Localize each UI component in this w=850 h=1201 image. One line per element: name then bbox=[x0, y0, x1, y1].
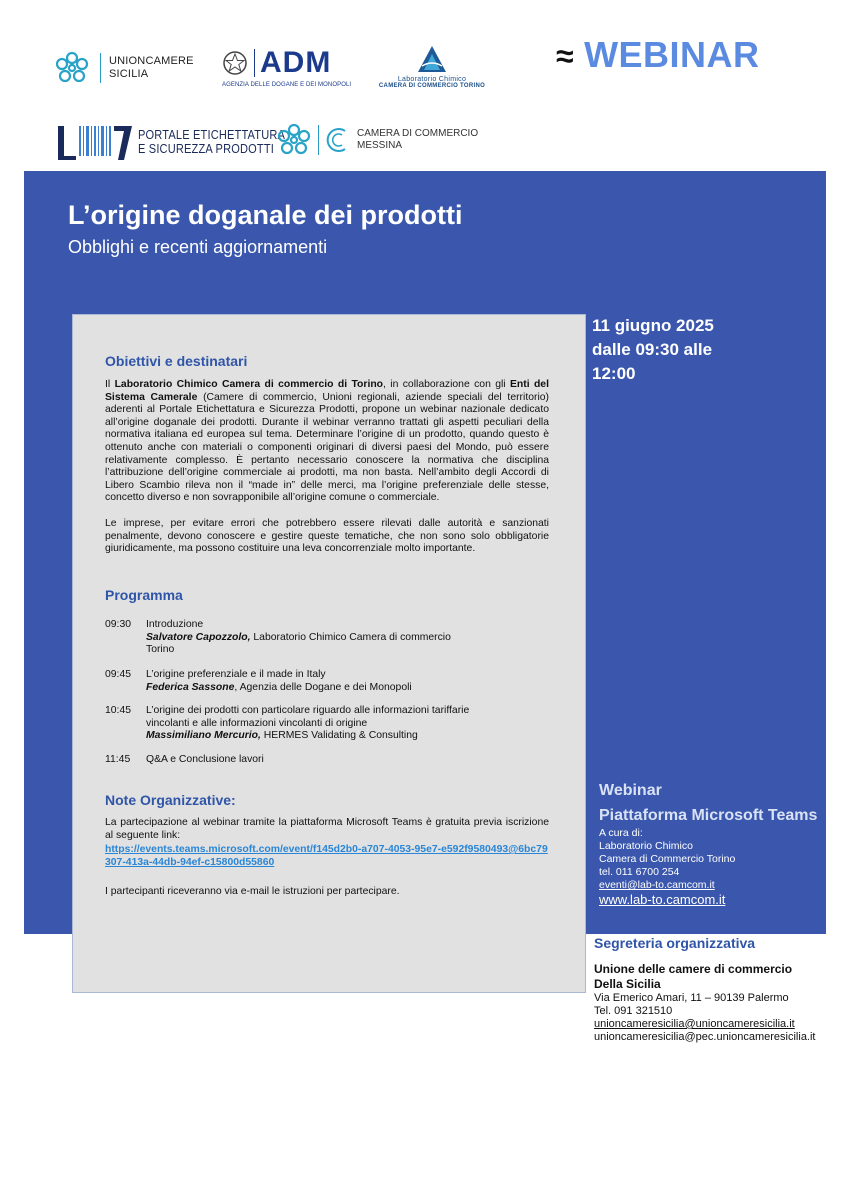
segreteria-organizzativa bbox=[594, 935, 844, 1044]
programma-heading: Programma bbox=[105, 587, 183, 603]
portale-barcode-icon bbox=[56, 122, 134, 162]
program-speaker: Federica Sassone bbox=[146, 681, 235, 693]
info-cura: A cura di: bbox=[599, 827, 643, 839]
obiettivi-paragraph: Il Laboratorio Chimico Camera di commercio di Torino, in collaborazione con gli Enti del Sistema Camerale (Camere di commercio, Unioni regionali, aziende speciali del territorio) aderenti al Portale Etichettatura e Sicurezza Prodotti, propone un webinar nazionale dedicato all’origine doganale dei prodotti. Durante il webinar verranno trattati gli aspetti peculiari della normativa italiana ed europea sul tema. Determinare l’origine di un prodotto, quando questo è ottenuto anche con materiali o componenti originari di diversi paesi del Mondo, può essere relativamente complesso. È pertanto necessario conoscere la normativa che disciplina l’attribuzione dell’origine commerciale ai prodotti, ma non basta. Nell’ambito degli Accordi di Libero Scambio rileva non il “made in” delle merci, ma l’origine preferenziale delle stesse, concetto diverso e non sovrapponibile all’origine comune o commerciale. bbox=[105, 379, 549, 504]
laboratorio-flask-icon bbox=[416, 44, 448, 74]
approx-icon: ≈ bbox=[556, 38, 575, 74]
camera-messina-line2: MESSINA bbox=[357, 140, 403, 151]
unioncamere-line1: UNIONCAMERE bbox=[109, 55, 194, 67]
italian-emblem-icon bbox=[222, 49, 248, 77]
segreteria-heading: Segreteria organizzativa bbox=[594, 935, 756, 951]
program-item bbox=[105, 619, 545, 657]
camera-ring-icon bbox=[325, 126, 351, 154]
info-website-link[interactable]: www.lab-to.camcom.it bbox=[599, 892, 726, 907]
program-item bbox=[105, 669, 545, 694]
info-title-webinar: Webinar bbox=[599, 782, 662, 799]
info-org1: Laboratorio Chimico bbox=[599, 840, 693, 852]
segreteria-tel: Tel. 091 321510 bbox=[594, 1005, 673, 1017]
portale-line2: E SICUREZZA PRODOTTI bbox=[138, 141, 275, 156]
adm-full-name: AGENZIA DELLE DOGANE E DEI MONOPOLI bbox=[222, 82, 352, 88]
imprese-paragraph: Le imprese, per evitare errori che potrebbero essere rilevati dalle autorità e sanzionati penalmente, devono conoscere e gestire queste tematiche, che non sono solo obbligatorie giuridicamente, ma possono costituire una leva concorrenziale molto importante. bbox=[105, 518, 549, 555]
program-title: Introduzione bbox=[146, 619, 204, 630]
adm-logo bbox=[222, 48, 351, 88]
info-title-platform: Piattaforma Microsoft Teams bbox=[599, 807, 818, 824]
note-paragraph: La partecipazione al webinar tramite la piattaforma Microsoft Teams è gratuita previa iscrizione al seguente link: bbox=[105, 817, 549, 841]
obiettivi-heading: Obiettivi e destinatari bbox=[105, 353, 248, 369]
program-affiliation: Laboratorio Chimico Camera di commercio bbox=[250, 631, 451, 643]
teams-registration-link[interactable]: https://events.teams.microsoft.com/event/f145d2b0-a707-4053-95e7-e592f9580493@6bc79307-413a-44db-94ef-c15800d55860 bbox=[105, 844, 548, 868]
info-email-link[interactable]: eventi@lab-to.camcom.it bbox=[599, 879, 715, 891]
segreteria-email-link[interactable]: unioncameresicilia@unioncameresicilia.it bbox=[594, 1018, 795, 1030]
camera-messina-line1: CAMERA DI COMMERCIO bbox=[357, 128, 479, 139]
camera-commercio-messina-logo bbox=[276, 122, 478, 158]
program-affiliation-cont: Torino bbox=[146, 644, 175, 656]
enti-sistema-camerale: Enti del Sistema Camerale bbox=[105, 379, 549, 403]
page-title: L’origine doganale dei prodotti bbox=[68, 200, 463, 230]
laboratorio-name: Laboratorio Chimico Camera di commercio di Torino bbox=[114, 379, 384, 390]
camera-flower-icon bbox=[276, 122, 312, 158]
event-date bbox=[592, 314, 792, 386]
program-title: L’origine preferenziale e il made in Italy bbox=[146, 669, 326, 680]
date-line1: 11 giugno 2025 bbox=[592, 316, 714, 335]
segreteria-org2: Della Sicilia bbox=[594, 977, 661, 991]
program-title: L’origine dei prodotti con particolare riguardo alle informazioni tariffarie bbox=[146, 705, 470, 716]
webinar-header bbox=[556, 34, 760, 76]
info-org2: Camera di Commercio Torino bbox=[599, 853, 736, 865]
portale-etichettatura-logo bbox=[56, 122, 311, 162]
program-affiliation: , Agenzia delle Dogane e dei Monopoli bbox=[234, 681, 412, 693]
unioncamere-flower-icon bbox=[54, 50, 90, 86]
program-affiliation: HERMES Validating & Consulting bbox=[260, 730, 418, 742]
istruzioni-paragraph: I partecipanti riceveranno via e-mail le istruzioni per partecipare. bbox=[105, 886, 400, 897]
segreteria-org1: Unione delle camere di commercio bbox=[594, 962, 793, 976]
program-speaker: Salvatore Capozzolo, bbox=[146, 631, 251, 643]
webinar-label: WEBINAR bbox=[584, 34, 760, 75]
note-heading: Note Organizzative: bbox=[105, 792, 236, 808]
webinar-info bbox=[599, 780, 819, 908]
portale-line1: PORTALE ETICHETTATURA bbox=[138, 127, 286, 142]
adm-acronym: ADM bbox=[260, 46, 332, 79]
laboratorio-chimico-logo bbox=[376, 44, 488, 89]
laboratorio-line2: CAMERA DI COMMERCIO TORINO bbox=[378, 83, 486, 89]
content-box bbox=[72, 314, 586, 993]
segreteria-address: Via Emerico Amari, 11 – 90139 Palermo bbox=[594, 992, 789, 1004]
program-item bbox=[105, 754, 545, 767]
info-tel: tel. 011 6700 254 bbox=[599, 866, 680, 878]
date-line3: 12:00 bbox=[592, 364, 636, 383]
program-time: 09:30 bbox=[105, 619, 132, 630]
unioncamere-line2: SICILIA bbox=[109, 68, 149, 80]
program-item bbox=[105, 705, 545, 743]
program-time: 09:45 bbox=[105, 669, 132, 680]
page-subtitle: Obblighi e recenti aggiornamenti bbox=[68, 237, 328, 257]
program-time: 10:45 bbox=[105, 705, 132, 716]
segreteria-pec: unioncameresicilia@pec.unioncameresicilia.it bbox=[594, 1031, 816, 1043]
program-title-cont: vincolanti e alle informazioni vincolanti di origine bbox=[146, 717, 368, 729]
laboratorio-line1: Laboratorio Chimico bbox=[397, 76, 467, 83]
program-time: 11:45 bbox=[105, 754, 131, 765]
unioncamere-sicilia-logo bbox=[54, 50, 194, 86]
program-speaker: Massimiliano Mercurio, bbox=[146, 730, 261, 742]
program-title: Q&A e Conclusione lavori bbox=[146, 754, 264, 765]
date-line2: dalle 09:30 alle bbox=[592, 340, 713, 359]
